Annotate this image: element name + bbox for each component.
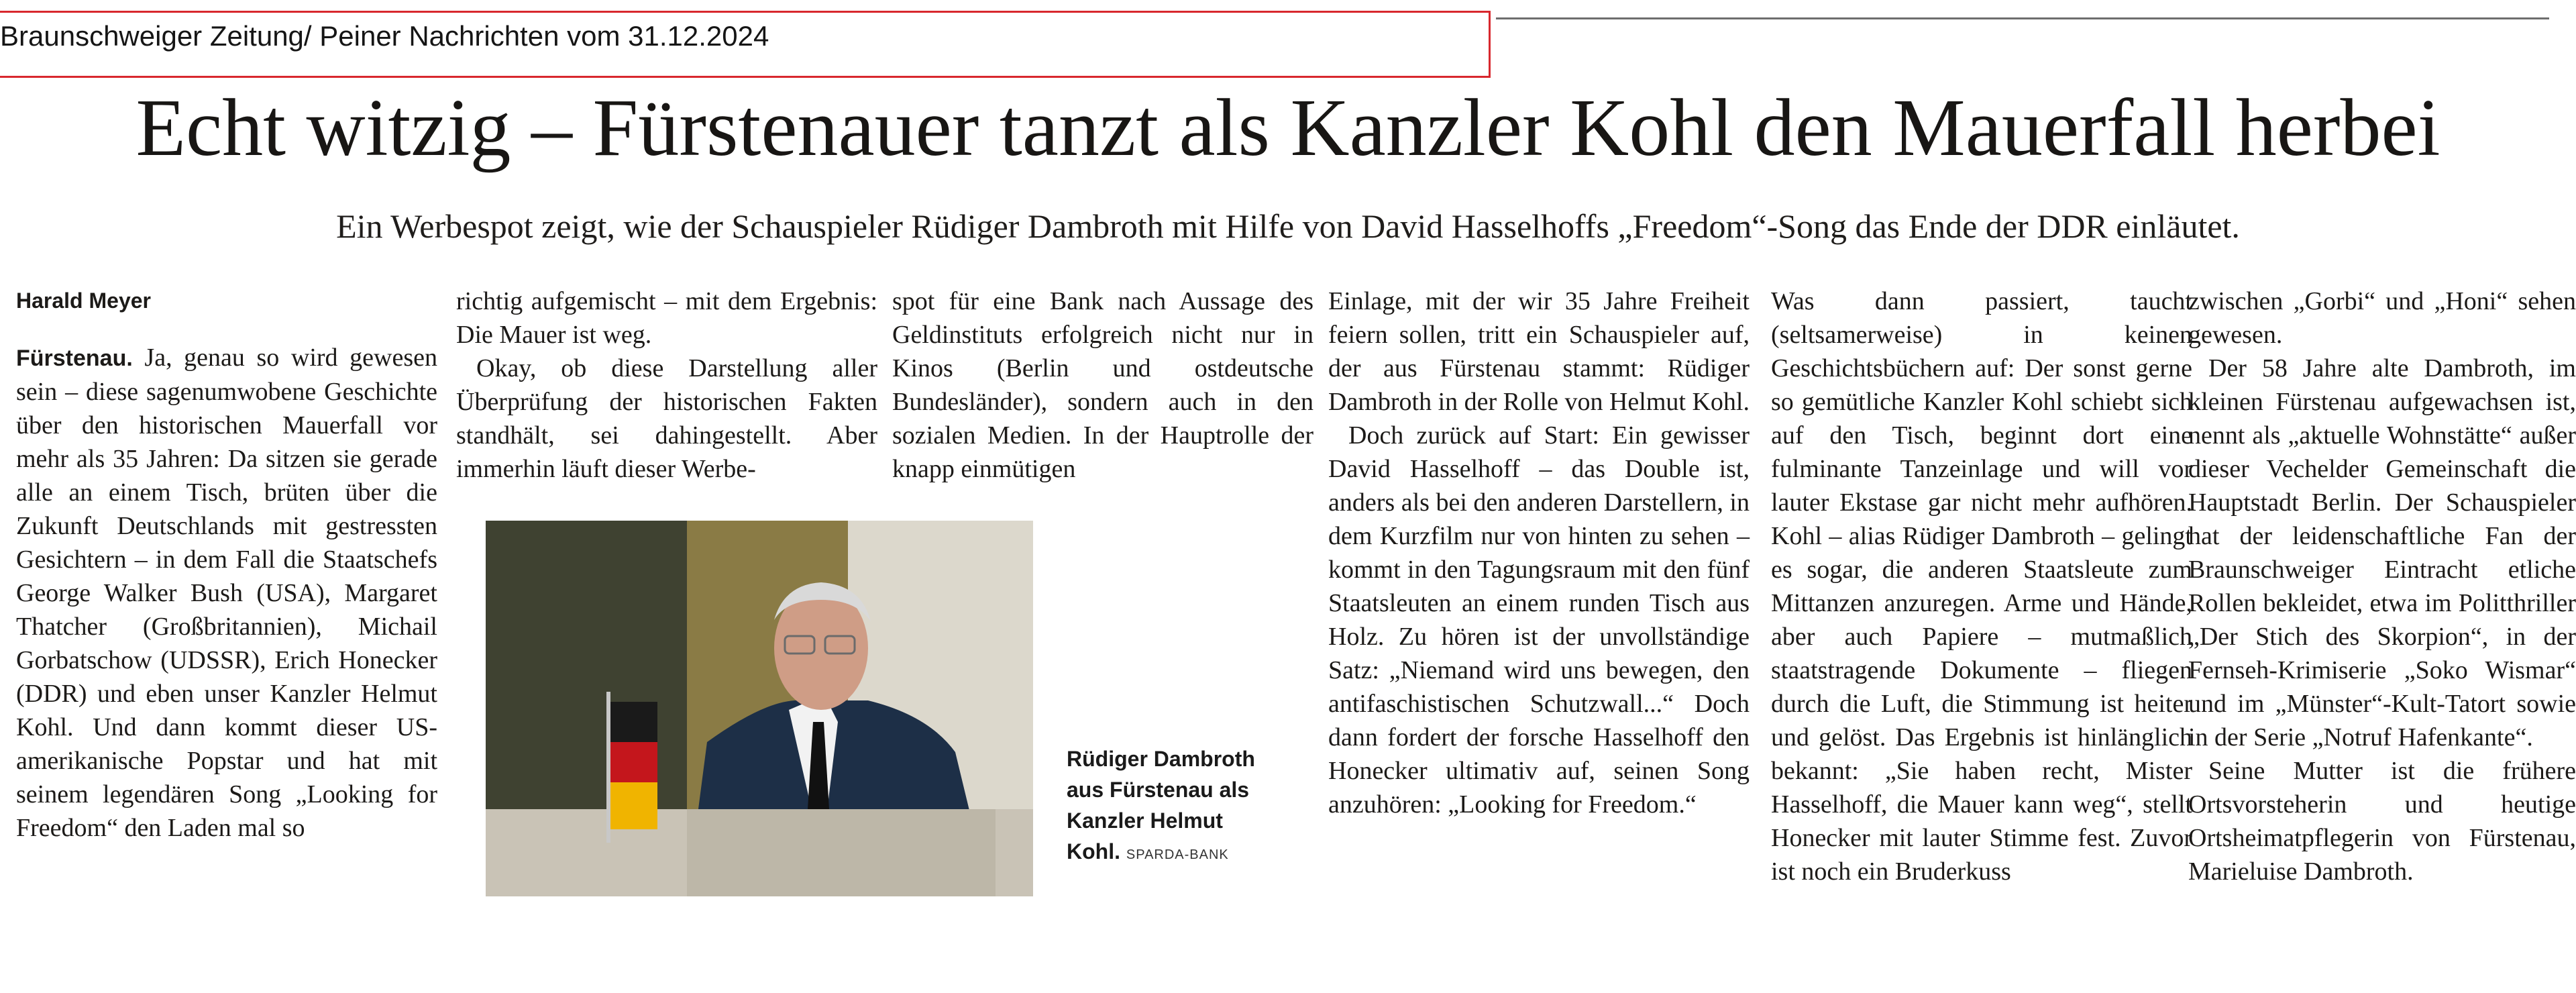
paragraph: Doch zurück auf Start: Ein gewisser David Hasselhoff – das Double ist, anders als bei den anderen Darstellern, in dem Kurzfilm nur von hinten zu sehen – kommt in den Tagungsraum mit den fünf Staatsleuten an einem runden Tisch aus Holz. Zu hören ist der unvollständige Satz: „Niemand wird uns bewegen, den antifaschistischen Schutzwall...“ Doch dann fordert der forsche Hasselhoff den Honecker ultimativ auf, seinen Song anzuhören: „Looking for Freedom.“: [1328, 421, 1750, 819]
paragraph: richtig aufgemischt – mit dem Ergebnis: Die Mauer ist weg.: [456, 287, 877, 349]
top-rule: [1496, 17, 2549, 19]
paragraph: Okay, ob diese Darstellung aller Überprüfung der historischen Fakten standhält, sei dahingestellt. Aber immerhin läuft dieser Werbe-: [456, 354, 877, 483]
subheadline: Ein Werbespot zeigt, wie der Schauspieler Rüdiger Dambroth mit Hilfe von David Hasselhoffs „Freedom“-Song das Ende der DDR einläutet.: [336, 207, 2240, 245]
paragraph: Was dann passiert, taucht (seltsamerweise) in keinen Geschichtsbüchern auf: Der sonst gerne so gemütliche Kanzler Kohl schiebt sich auf den Tisch, beginnt dort eine fulminante Tanzeinlage und will vor lauter Ekstase gar nicht mehr aufhören. Kohl – alias Rüdiger Dambroth – gelingt es sogar, die anderen Staatsleute zum Mittanzen anzuregen. Arme und Hände, aber auch Papiere – mutmaßlich staatstragende Dokumente – fliegen durch die Luft, die Stimmung ist heiter und gelöst. Das Ergebnis ist hinlänglich bekannt: „Sie haben recht, Mister Hasselhoff, die Mauer kann weg“, stellt Honecker mit lauter Stimme fest. Zuvor ist noch ein Bruderkuss: [1771, 287, 2192, 886]
paragraph: Seine Mutter ist die frühere Ortsvorsteherin und heutige Ortsheimatpflegerin von Fürstenau, Marieluise Dambroth.: [2188, 757, 2576, 886]
dateline: Fürstenau.: [16, 346, 133, 371]
paragraph: spot für eine Bank nach Aussage des Geldinstituts erfolgreich nicht nur in Kinos (Berlin und ostdeutsche Bundesländer), sondern auch in den sozialen Medien. In der Hauptrolle der knapp einmütigen: [892, 287, 1313, 483]
paragraph: zwischen „Gorbi“ und „Honi“ sehen gewesen.: [2188, 287, 2576, 349]
headline: Echt witzig – Fürstenauer tanzt als Kanzler Kohl den Mauerfall herbei: [136, 83, 2440, 173]
column-4: [1328, 284, 1750, 821]
column-3: [892, 284, 1313, 486]
column-6: [2188, 284, 2576, 888]
column-1: [16, 284, 437, 845]
paragraph-text: Ja, genau so wird gewesen sein – diese sagenumwobene Geschichte über den historischen Mauerfall vor mehr als 35 Jahren: Da sitzen sie gerade alle an einem Tisch, brüten über die Zukunft Deutschlands mit gestressten Gesichtern – in dem Fall die Staatschefs George Walker Bush (USA), Margaret Thatcher (Großbritannien), Michail Gorbatschow (UDSSR), Erich Honecker (DDR) und eben unser Kanzler Helmut Kohl. Und dann kommt dieser US-amerikanische Popstar und hat mit seinem legendären Song „Looking for Freedom“ den Laden mal so: [16, 344, 437, 842]
column-5: [1771, 284, 2192, 888]
column-2: [456, 284, 877, 486]
source-label: Braunschweiger Zeitung/ Peiner Nachrichten vom 31.12.2024: [0, 20, 769, 52]
paragraph: Der 58 Jahre alte Dambroth, im kleinen Fürstenau aufgewachsen ist, nennt als „aktuelle Wohnstätte“ außer dieser Vechelder Gemeinschaft die Hauptstadt Berlin. Der Schauspieler hat der leidenschaftliche Fan der Braunschweiger Eintracht etliche Rollen bekleidet, etwa im Politthriller „Der Stich des Skorpion“, in der Fernseh-Krimiserie „Soko Wismar“ und im „Münster“-Kult-Tatort sowie in der Serie „Notruf Hafenkante“.: [2188, 354, 2576, 751]
article-photo: [486, 521, 1033, 896]
byline: Harald Meyer: [16, 289, 151, 313]
caption-text: Rüdiger Dambroth aus Fürstenau als Kanzler Helmut Kohl.: [1067, 747, 1255, 864]
paragraph: Einlage, mit der wir 35 Jahre Freiheit feiern sollen, tritt ein Schauspieler auf, der aus Fürstenau stammt: Rüdiger Dambroth in der Rolle von Helmut Kohl.: [1328, 287, 1750, 416]
photo-credit: SPARDA-BANK: [1126, 847, 1229, 862]
paragraph: [16, 341, 437, 845]
photo-caption: [1067, 743, 1268, 870]
